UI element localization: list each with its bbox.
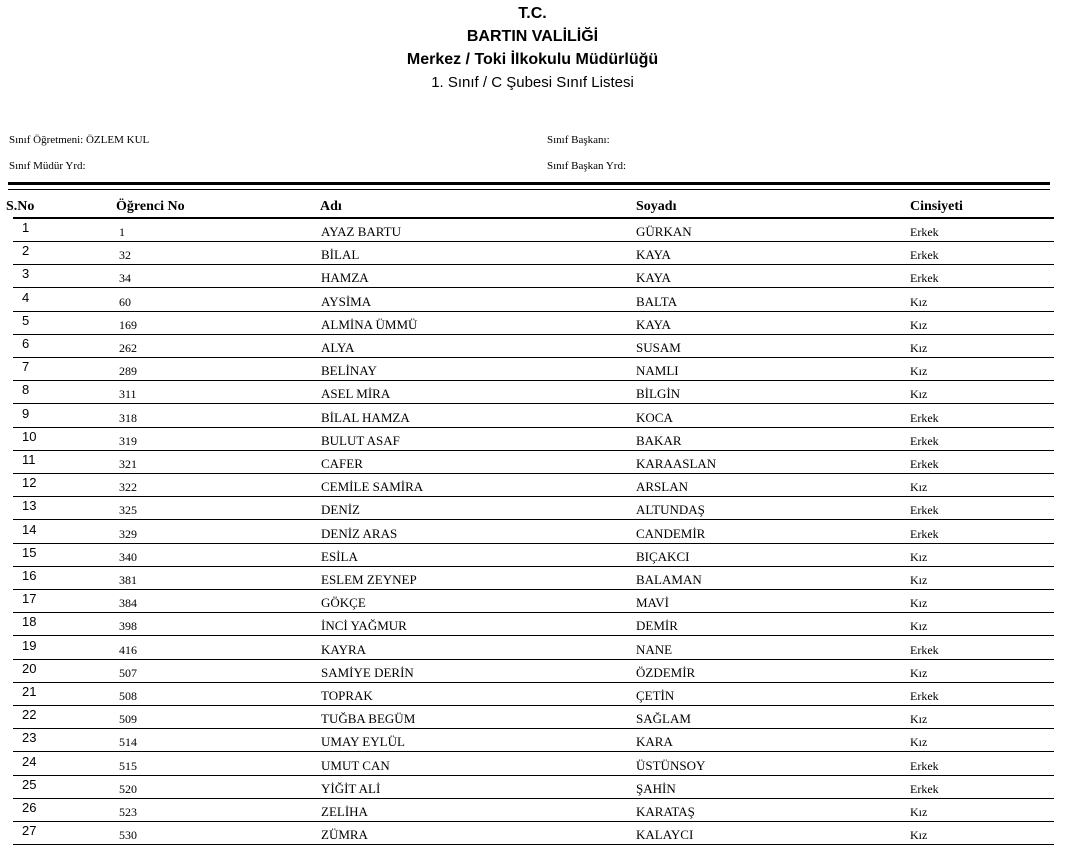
- column-header-gender: Cinsiyeti: [910, 199, 963, 214]
- row-first-name: BİLAL HAMZA: [321, 409, 410, 425]
- row-first-name: HAMZA: [321, 270, 369, 286]
- row-first-name: ESİLA: [321, 548, 358, 564]
- class-vice-president: Sınıf Başkan Yrd:: [547, 160, 627, 172]
- row-sno: 26: [22, 800, 37, 815]
- row-first-name: BİLAL: [321, 247, 360, 263]
- row-first-name: TOPRAK: [321, 688, 373, 703]
- row-first-name: İNCİ YAĞMUR: [321, 618, 407, 634]
- table-row: [13, 590, 1054, 613]
- row-last-name: KARAASLAN: [636, 456, 717, 471]
- row-last-name: KALAYCI: [636, 827, 694, 843]
- row-sno: 19: [22, 637, 37, 653]
- row-sno: 11: [22, 452, 36, 467]
- row-last-name: SUSAM: [636, 340, 681, 355]
- row-gender: Erkek: [910, 642, 939, 657]
- row-gender: Kız: [910, 341, 928, 355]
- class-president: Sınıf Başkanı:: [547, 134, 610, 146]
- row-first-name: BELİNAY: [321, 363, 377, 379]
- table-row: [13, 753, 1054, 776]
- row-student-no: 507: [119, 665, 137, 680]
- table-row: [13, 544, 1054, 567]
- row-last-name: BALTA: [636, 293, 678, 309]
- header-governorship: BARTIN VALİLİĞİ: [466, 28, 599, 45]
- row-student-no: 1: [119, 225, 125, 239]
- table-row: [13, 497, 1054, 520]
- row-first-name: ZÜMRA: [321, 827, 368, 843]
- column-header-last-name: Soyadı: [636, 199, 677, 214]
- row-gender: Erkek: [910, 410, 939, 425]
- row-student-no: 508: [119, 689, 137, 703]
- row-gender: Kız: [910, 549, 928, 564]
- row-first-name: KAYRA: [321, 641, 367, 657]
- row-last-name: BİLGİN: [636, 386, 681, 402]
- row-student-no: 32: [119, 248, 131, 263]
- row-first-name: TUĞBA BEGÜM: [321, 711, 416, 727]
- column-header-student-no: Öğrenci No: [116, 199, 185, 214]
- row-sno: 8: [22, 382, 30, 398]
- row-student-no: 515: [119, 758, 137, 773]
- row-student-no: 60: [119, 294, 131, 309]
- table-row: [13, 613, 1054, 636]
- row-gender: Kız: [910, 387, 928, 402]
- row-student-no: 321: [119, 457, 137, 471]
- table-row: [13, 451, 1054, 474]
- row-last-name: GÜRKAN: [636, 224, 692, 239]
- row-student-no: 416: [119, 642, 137, 657]
- row-last-name: SAĞLAM: [636, 711, 691, 727]
- column-header-sno: S.No: [6, 199, 35, 214]
- row-sno: 25: [22, 776, 37, 792]
- row-student-no: 523: [119, 805, 137, 819]
- row-sno: 20: [22, 660, 37, 676]
- row-first-name: ALMİNA ÜMMÜ: [321, 316, 418, 332]
- row-student-no: 509: [119, 712, 137, 727]
- row-last-name: KAYA: [636, 316, 671, 332]
- row-last-name: BIÇAKCI: [636, 548, 690, 564]
- row-gender: Kız: [910, 317, 928, 332]
- table-row: [13, 312, 1054, 335]
- row-first-name: AYSİMA: [321, 293, 372, 309]
- row-last-name: ARSLAN: [636, 479, 689, 495]
- row-last-name: KOCA: [636, 409, 673, 425]
- row-gender: Kız: [910, 828, 928, 843]
- row-last-name: CANDEMİR: [636, 525, 706, 541]
- row-last-name: NANE: [636, 641, 673, 657]
- row-gender: Kız: [910, 294, 928, 309]
- row-first-name: ESLEM ZEYNEP: [321, 572, 417, 587]
- row-gender: Erkek: [910, 457, 939, 471]
- row-first-name: SAMİYE DERİN: [321, 664, 414, 680]
- row-first-name: YİĞİT ALİ: [321, 780, 381, 796]
- row-last-name: ÖZDEMİR: [636, 664, 696, 680]
- row-first-name: UMAY EYLÜL: [321, 734, 405, 750]
- row-student-no: 322: [119, 480, 137, 495]
- header-school: Merkez / Toki İlkokulu Müdürlüğü: [406, 51, 659, 68]
- row-last-name: DEMİR: [636, 618, 678, 634]
- row-sno: 5: [22, 312, 30, 328]
- row-sno: 12: [22, 475, 37, 491]
- table-row: [13, 799, 1054, 822]
- header-class-title: 1. Sınıf / C Şubesi Sınıf Listesi: [431, 74, 634, 91]
- row-last-name: KARATAŞ: [636, 804, 695, 819]
- row-sno: 10: [22, 428, 37, 444]
- table-row: [13, 474, 1054, 497]
- row-sno: 22: [22, 707, 37, 723]
- row-student-no: 340: [119, 549, 137, 564]
- row-last-name: KAYA: [636, 247, 671, 263]
- row-last-name: BALAMAN: [636, 572, 702, 587]
- row-last-name: KARA: [636, 734, 673, 750]
- row-student-no: 398: [119, 619, 137, 634]
- row-student-no: 530: [119, 828, 137, 843]
- table-row: [13, 335, 1054, 358]
- table-row: [13, 822, 1054, 845]
- table-row: [13, 358, 1054, 381]
- table-row: [13, 567, 1054, 590]
- table-row: [13, 242, 1054, 265]
- row-student-no: 384: [119, 596, 137, 611]
- row-first-name: DENİZ ARAS: [321, 525, 398, 541]
- row-first-name: CEMİLE SAMİRA: [321, 479, 424, 495]
- row-sno: 13: [22, 498, 37, 514]
- row-sno: 1: [22, 220, 30, 235]
- row-sno: 4: [22, 289, 30, 305]
- table-row: [13, 428, 1054, 451]
- row-sno: 17: [22, 591, 37, 607]
- class-teacher: Sınıf Öğretmeni: ÖZLEM KUL: [9, 134, 150, 146]
- row-last-name: NAMLI: [636, 363, 679, 379]
- row-sno: 24: [22, 753, 37, 769]
- row-student-no: 514: [119, 735, 137, 750]
- row-gender: Erkek: [910, 503, 939, 518]
- row-sno: 23: [22, 730, 37, 746]
- table-row: [13, 219, 1054, 242]
- row-first-name: ZELİHA: [321, 804, 368, 819]
- row-gender: Erkek: [910, 248, 939, 263]
- row-gender: Kız: [910, 480, 928, 495]
- row-gender: Erkek: [910, 781, 939, 796]
- row-sno: 2: [22, 243, 30, 259]
- row-student-no: 381: [119, 573, 137, 587]
- row-gender: Kız: [910, 573, 928, 587]
- row-gender: Kız: [910, 712, 928, 727]
- row-gender: Erkek: [910, 758, 939, 773]
- row-first-name: DENİZ: [321, 502, 360, 518]
- row-last-name: ALTUNDAŞ: [636, 502, 705, 518]
- row-gender: Erkek: [910, 433, 939, 448]
- table-row: [13, 683, 1054, 706]
- divider-thick: [8, 182, 1050, 185]
- row-student-no: 520: [119, 781, 137, 796]
- row-first-name: ALYA: [321, 340, 355, 355]
- table-row: [13, 289, 1054, 312]
- class-vice-principal: Sınıf Müdür Yrd:: [9, 160, 86, 172]
- row-sno: 15: [22, 544, 37, 560]
- row-last-name: ŞAHİN: [636, 780, 676, 796]
- row-student-no: 318: [119, 410, 137, 425]
- table-row: [13, 381, 1054, 404]
- row-first-name: CAFER: [321, 456, 363, 471]
- table-row: [13, 521, 1054, 544]
- row-sno: 9: [22, 405, 30, 421]
- row-sno: 6: [22, 336, 30, 351]
- row-gender: Kız: [910, 619, 928, 634]
- row-sno: 7: [22, 359, 30, 375]
- row-student-no: 329: [119, 526, 137, 541]
- table-row: [13, 729, 1054, 752]
- row-first-name: ASEL MİRA: [321, 386, 391, 402]
- row-gender: Kız: [910, 364, 928, 379]
- row-gender: Erkek: [910, 271, 939, 286]
- divider-thin: [8, 189, 1050, 190]
- row-sno: 21: [22, 684, 37, 699]
- row-last-name: BAKAR: [636, 432, 682, 448]
- row-gender: Kız: [910, 735, 928, 750]
- table-row: [13, 637, 1054, 660]
- row-first-name: AYAZ BARTU: [321, 224, 401, 239]
- row-last-name: KAYA: [636, 270, 671, 286]
- row-student-no: 325: [119, 503, 137, 518]
- row-first-name: BULUT ASAF: [321, 432, 400, 448]
- table-row: [13, 706, 1054, 729]
- table-row: [13, 776, 1054, 799]
- row-student-no: 34: [119, 271, 131, 286]
- header-country: T.C.: [518, 5, 547, 22]
- table-row: [13, 405, 1054, 428]
- row-sno: 3: [22, 266, 30, 282]
- table-row: [13, 660, 1054, 683]
- column-header-first-name: Adı: [320, 199, 342, 214]
- row-sno: 27: [22, 823, 37, 839]
- table-row: [13, 265, 1054, 288]
- row-gender: Erkek: [910, 689, 939, 703]
- row-student-no: 311: [119, 387, 137, 402]
- row-first-name: UMUT CAN: [321, 757, 390, 773]
- row-gender: Kız: [910, 596, 928, 611]
- row-gender: Erkek: [910, 526, 939, 541]
- row-student-no: 319: [119, 433, 137, 448]
- row-sno: 18: [22, 614, 37, 630]
- row-student-no: 262: [119, 341, 137, 355]
- row-gender: Kız: [910, 805, 928, 819]
- row-last-name: ÇETİN: [636, 688, 675, 703]
- row-student-no: 289: [119, 364, 137, 379]
- row-last-name: MAVİ: [636, 595, 669, 611]
- row-first-name: GÖKÇE: [321, 595, 366, 611]
- row-last-name: ÜSTÜNSOY: [636, 757, 706, 773]
- row-gender: Kız: [910, 665, 928, 680]
- row-student-no: 169: [119, 317, 137, 332]
- row-sno: 14: [22, 521, 37, 537]
- row-gender: Erkek: [910, 225, 939, 239]
- row-sno: 16: [22, 568, 37, 583]
